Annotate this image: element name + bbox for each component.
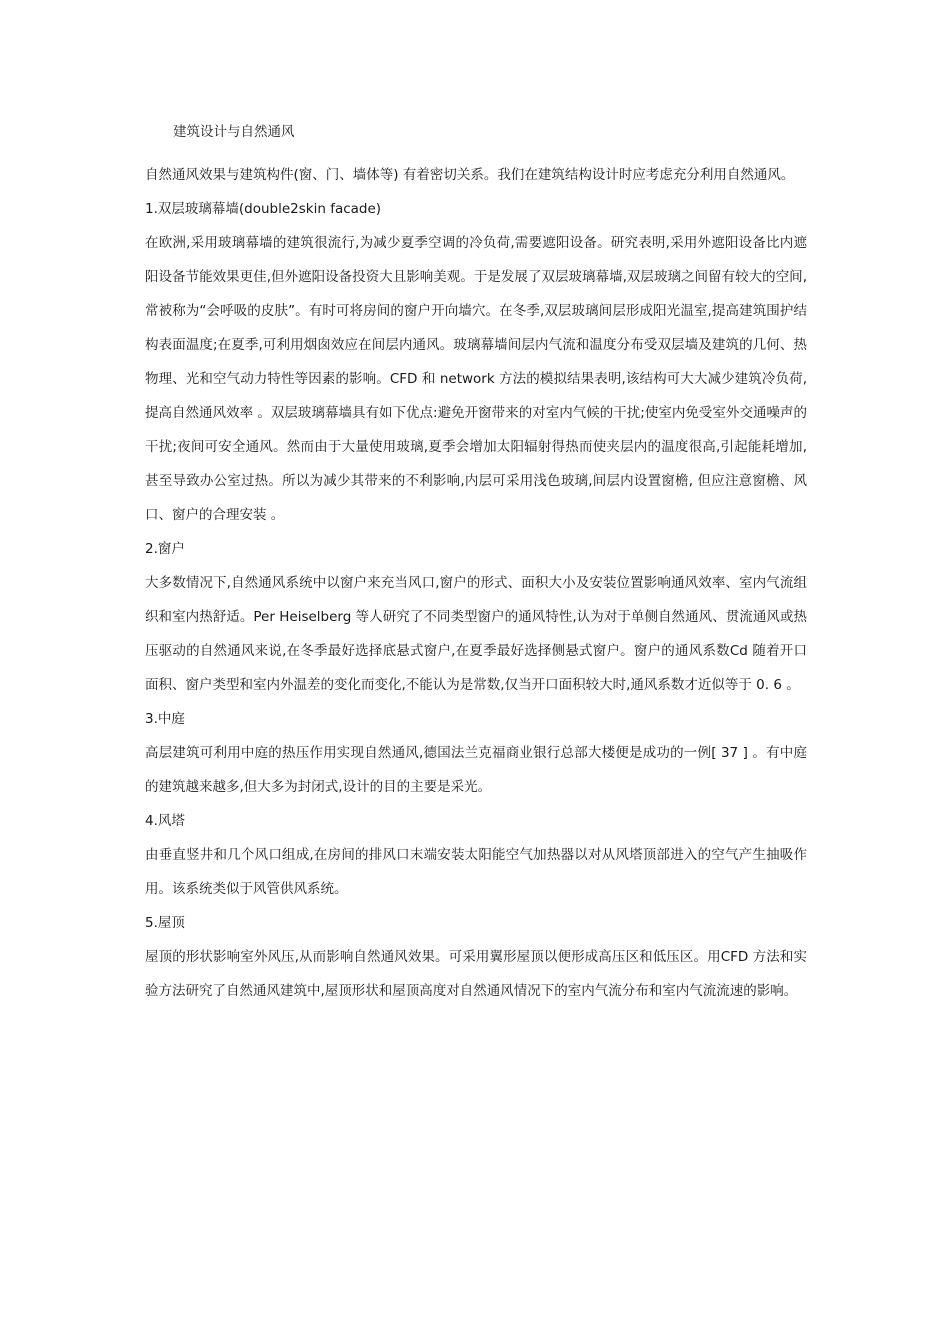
intro-paragraph: 自然通风效果与建筑构件(窗、门、墙体等) 有着密切关系。我们在建筑结构设计时应考虑充分利用自然通风。 <box>145 167 795 183</box>
section-body-roof: 屋顶的形状影响室外风压,从而影响自然通风效果。可采用翼形屋顶以便形成高压区和低压区。用CFD 方法和实验方法研究了自然通风建筑中,屋顶形状和屋顶高度对自然通风情况下的室内气流分布和室内气流流速的影响。 <box>145 949 807 999</box>
document-page <box>145 120 807 1008</box>
section-heading-windows: 2.窗户 <box>145 541 185 557</box>
section-heading-atrium: 3.中庭 <box>145 711 185 727</box>
section-heading-roof: 5.屋顶 <box>145 915 185 931</box>
section-body-windows: 大多数情况下,自然通风系统中以窗户来充当风口,窗户的形式、面积大小及安装位置影响通风效率、室内气流组织和室内热舒适。Per Heiselberg 等人研究了不同类型窗户的通风特性,认为对于单侧自然通风、贯流通风或热压驱动的自然通风来说,在冬季最好选择底悬式窗户,在夏季最好选择侧悬式窗户。窗户的通风系数Cd 随着开口面积、窗户类型和室内外温差的变化而变化,不能认为是常数,仅当开口面积较大时,通风系数才近似等于 0. 6 。 <box>145 575 807 693</box>
section-body-atrium: 高层建筑可利用中庭的热压作用实现自然通风,德国法兰克福商业银行总部大楼便是成功的一例[ 37 ] 。有中庭的建筑越来越多,但大多为封闭式,设计的目的主要是采光。 <box>145 745 807 795</box>
section-heading-double-skin-facade: 1.双层玻璃幕墙(double2skin facade) <box>145 201 382 217</box>
section-body-double-skin-facade: 在欧洲,采用玻璃幕墙的建筑很流行,为减少夏季空调的冷负荷,需要遮阳设备。研究表明,采用外遮阳设备比内遮阳设备节能效果更佳,但外遮阳设备投资大且影响美观。于是发展了双层玻璃幕墙,双层玻璃之间留有较大的空间,常被称为“会呼吸的皮肤”。有时可将房间的窗户开向墙穴。在冬季,双层玻璃间层形成阳光温室,提高建筑围护结构表面温度;在夏季,可利用烟囱效应在间层内通风。玻璃幕墙间层内气流和温度分布受双层墙及建筑的几何、热物理、光和空气动力特性等因素的影响。CFD 和 network 方法的模拟结果表明,该结构可大大减少建筑冷负荷,提高自然通风效率 。双层玻璃幕墙具有如下优点:避免开窗带来的对室内气候的干扰;使室内免受室外交通噪声的干扰;夜间可安全通风。然而由于大量使用玻璃,夏季会增加太阳辐射得热而使夹层内的温度很高,引起能耗增加,甚至导致办公室过热。所以为减少其带来的不利影响,内层可采用浅色玻璃,间层内设置窗檐, 但应注意窗檐、风口、窗户的合理安装 。 <box>145 235 807 523</box>
section-body-wind-tower: 由垂直竖井和几个风口组成,在房间的排风口末端安装太阳能空气加热器以对从风塔顶部进入的空气产生抽吸作用。该系统类似于风管供风系统。 <box>145 847 807 897</box>
section-heading-wind-tower: 4.风塔 <box>145 813 185 829</box>
document-title: 建筑设计与自然通风 <box>173 124 295 140</box>
